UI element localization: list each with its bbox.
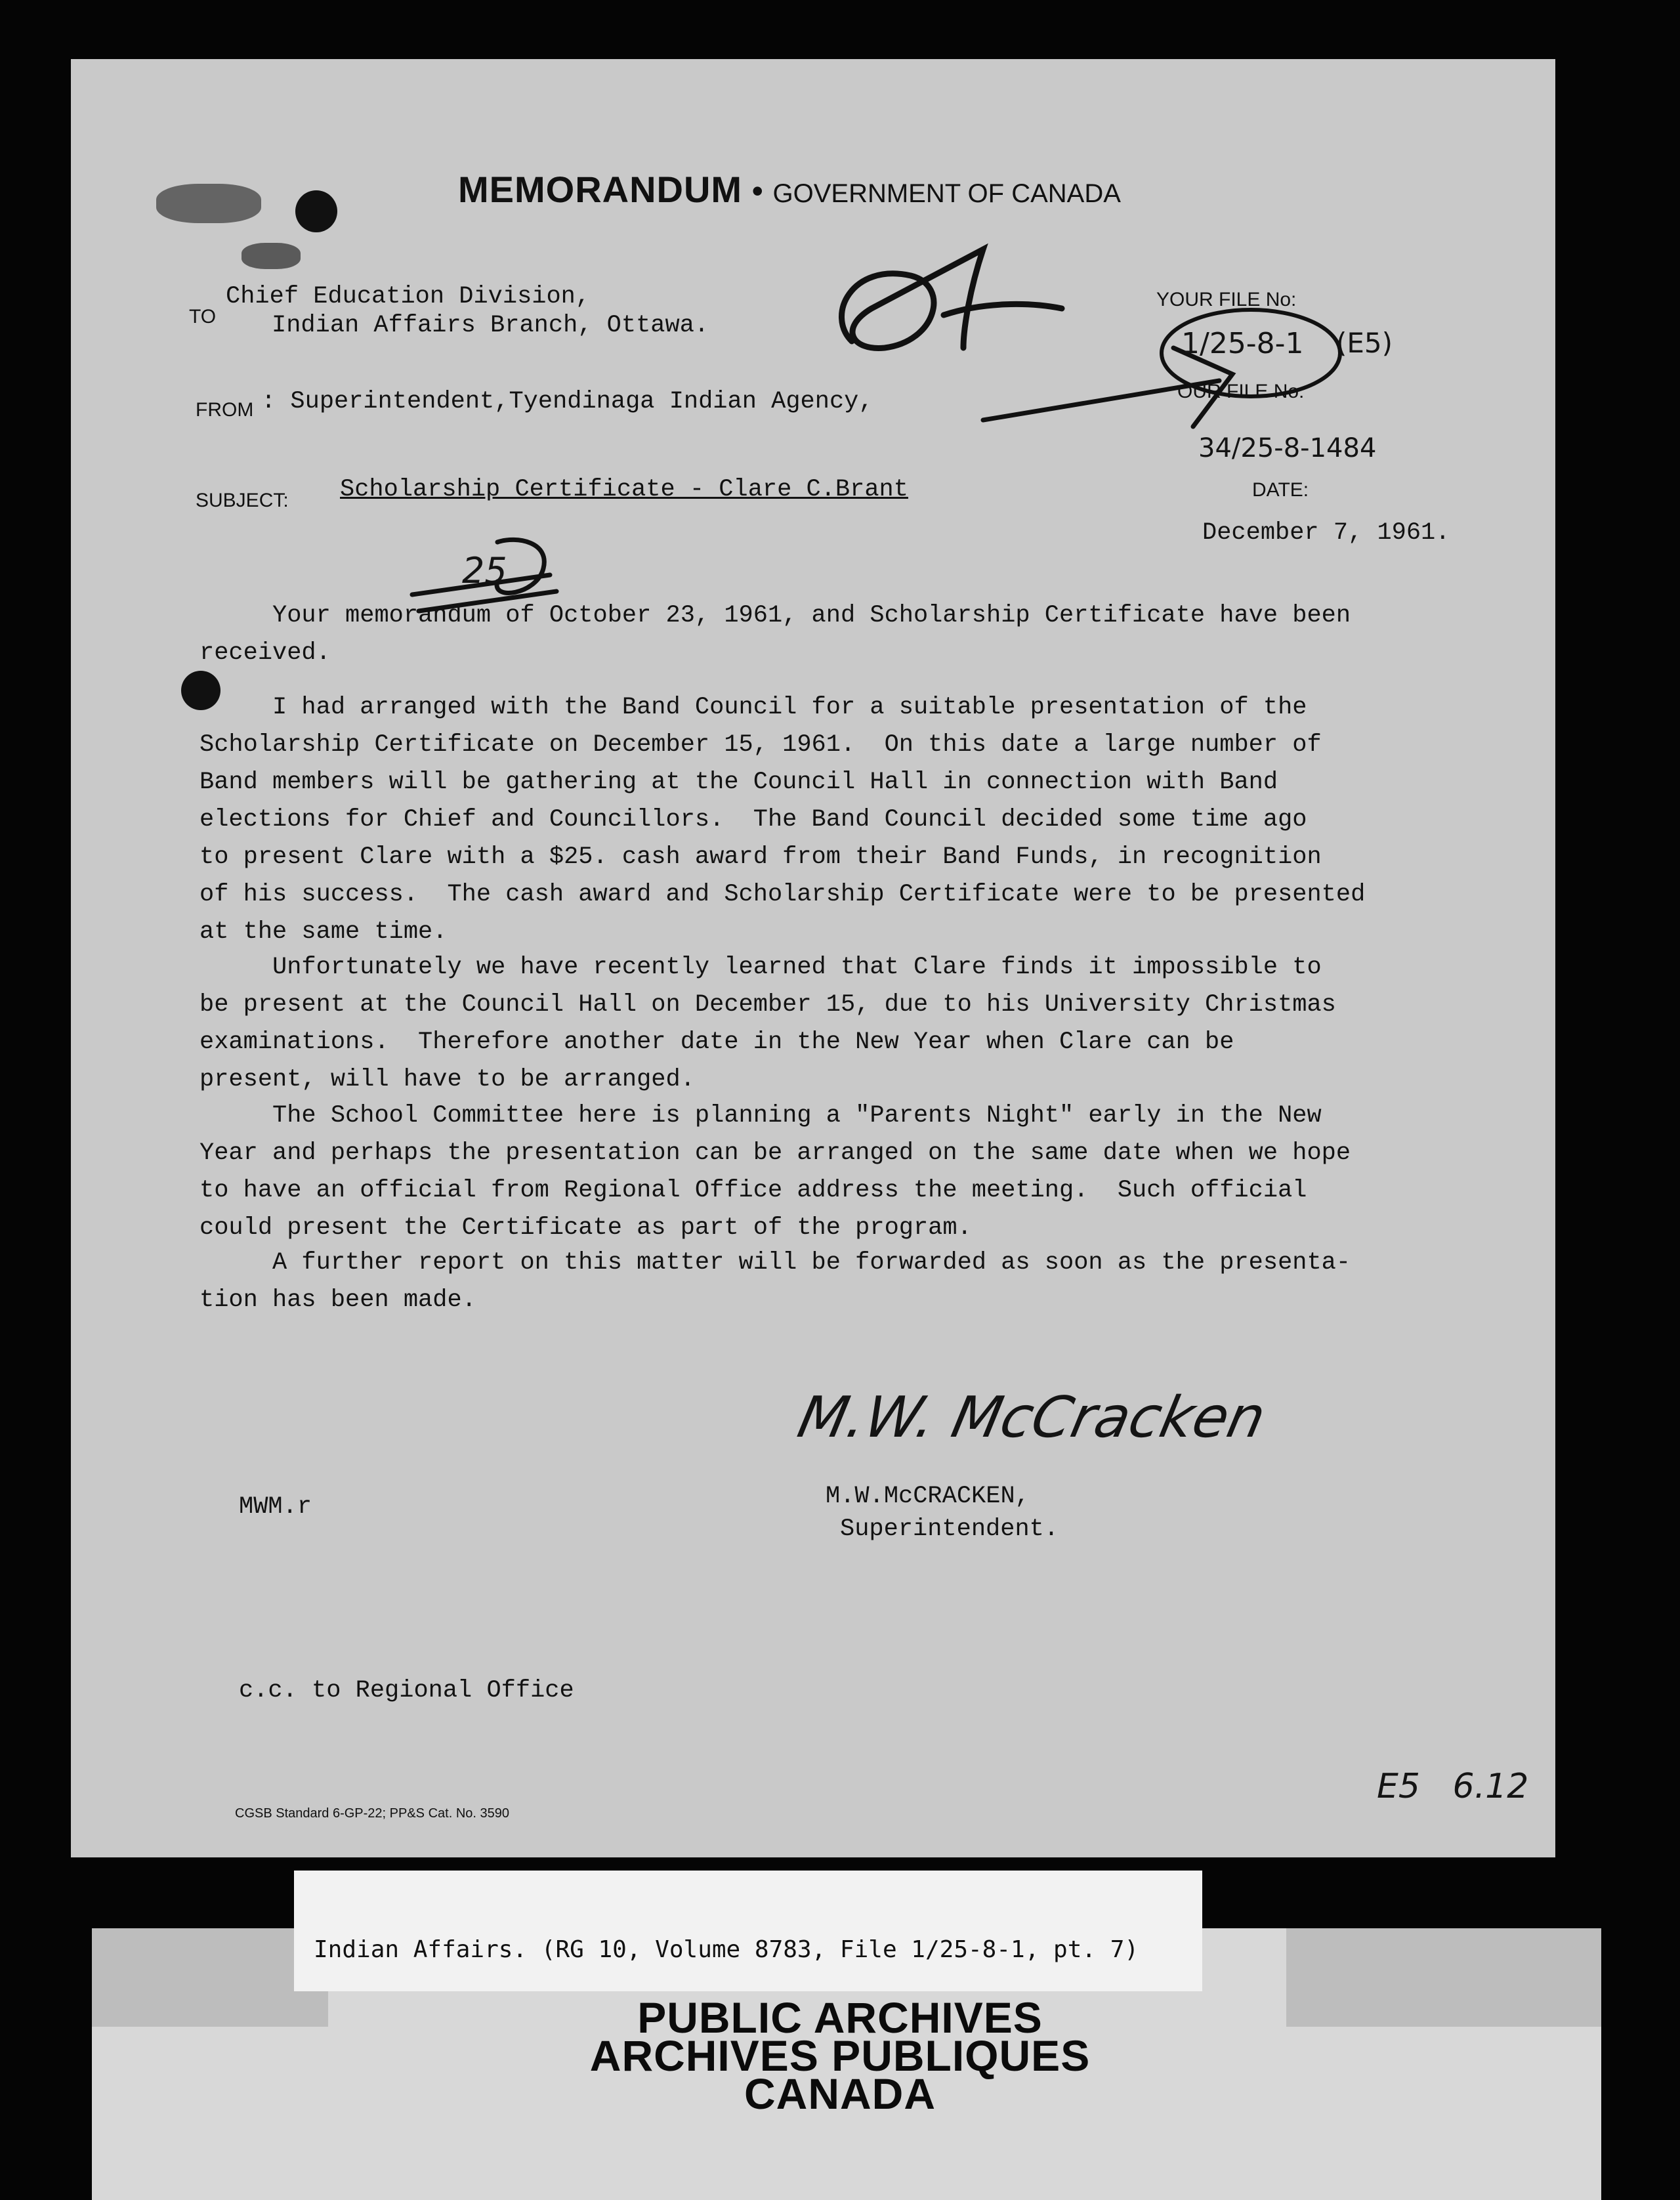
memo-title: MEMORANDUM (458, 169, 743, 210)
carbon-copy-line: c.c. to Regional Office (239, 1677, 574, 1704)
memo-header (458, 168, 1121, 211)
ink-smudge (156, 184, 261, 223)
archive-reference-label (294, 1871, 1202, 1991)
handwritten-signature: M.W. McCracken (792, 1385, 1271, 1450)
subject-label: SUBJECT: (196, 490, 289, 511)
body-paragraph-3: Unfortunately we have recently learned that Clare finds it impossible to be present at the Council Hall on December 15, due to his University Christmas examinations. Therefore another date in the New Year when Clare can be present, will have to be arranged. (200, 954, 1336, 1093)
archive-reference: Indian Affairs. (RG 10, Volume 8783, File 1/25-8-1, pt. 7) (314, 1936, 1139, 1963)
punch-hole-top (295, 190, 337, 232)
body-paragraph-4: The School Committee here is planning a "Parents Night" early in the New Year and perhaps the presentation can be arranged on the same date when we hope to have an official from Regional Office address the meeting. Such official could present the Certificate as part of the program. (200, 1102, 1351, 1242)
ink-smudge-2 (242, 243, 301, 269)
memo-department: GOVERNMENT OF CANADA (772, 179, 1121, 208)
your-file-number: 1/25-8-1 (1181, 327, 1304, 360)
subject-value: Scholarship Certificate - Clare C.Brant (340, 476, 908, 503)
typist-initials: MWM.r (239, 1493, 312, 1521)
signatory-title: Superintendent. (840, 1515, 1059, 1543)
archive-stamp-line-2: ARCHIVES PUBLIQUES (589, 2031, 1091, 2080)
margin-annotation: E5 6.12 (1377, 1767, 1529, 1806)
to-line-1: Chief Education Division, (226, 283, 591, 310)
header-bullet: • (751, 173, 764, 209)
body-paragraph-5: A further report on this matter will be forwarded as soon as the presenta- tion has been made. (200, 1249, 1351, 1314)
archive-stamp-line-3: CANADA (744, 2069, 936, 2118)
body-paragraph-1: Your memorandum of October 23, 1961, and Scholarship Certificate have been received. (200, 602, 1351, 667)
our-file-label: OUR FILE No: (1177, 381, 1305, 402)
your-file-label: YOUR FILE No: (1156, 289, 1297, 310)
memo-page (71, 59, 1555, 1857)
date-label: DATE: (1252, 479, 1309, 501)
to-label: TO (189, 306, 217, 328)
archive-stamp-line-1: PUBLIC ARCHIVES (637, 1993, 1043, 2042)
our-file-number: 34/25-8-1484 (1198, 433, 1377, 463)
body-paragraph-2: I had arranged with the Band Council for a suitable presentation of the Scholarship Certificate on December 15, 1961. On this date a large number of Band members will be gathering at the Council Hall in connection with Band elections for Chief and Councillors. The Band Council decided some time ago to present Clare with a $25. cash award from their Band Funds, in recognition of his success. The cash award and Scholarship Certificate were to be presented at the same time. (200, 694, 1366, 946)
from-label: FROM (196, 399, 254, 421)
your-file-suffix: (E5) (1336, 327, 1393, 359)
stamp-number: 25 (462, 550, 507, 591)
from-value: : Superintendent,Tyendinaga Indian Agency, (261, 388, 873, 415)
date-value: December 7, 1961. (1202, 519, 1450, 547)
signatory-name: M.W.McCRACKEN, (826, 1483, 1030, 1510)
to-line-2: Indian Affairs Branch, Ottawa. (272, 312, 709, 339)
form-number: CGSB Standard 6-GP-22; PP&S Cat. No. 3590 (235, 1806, 509, 1821)
